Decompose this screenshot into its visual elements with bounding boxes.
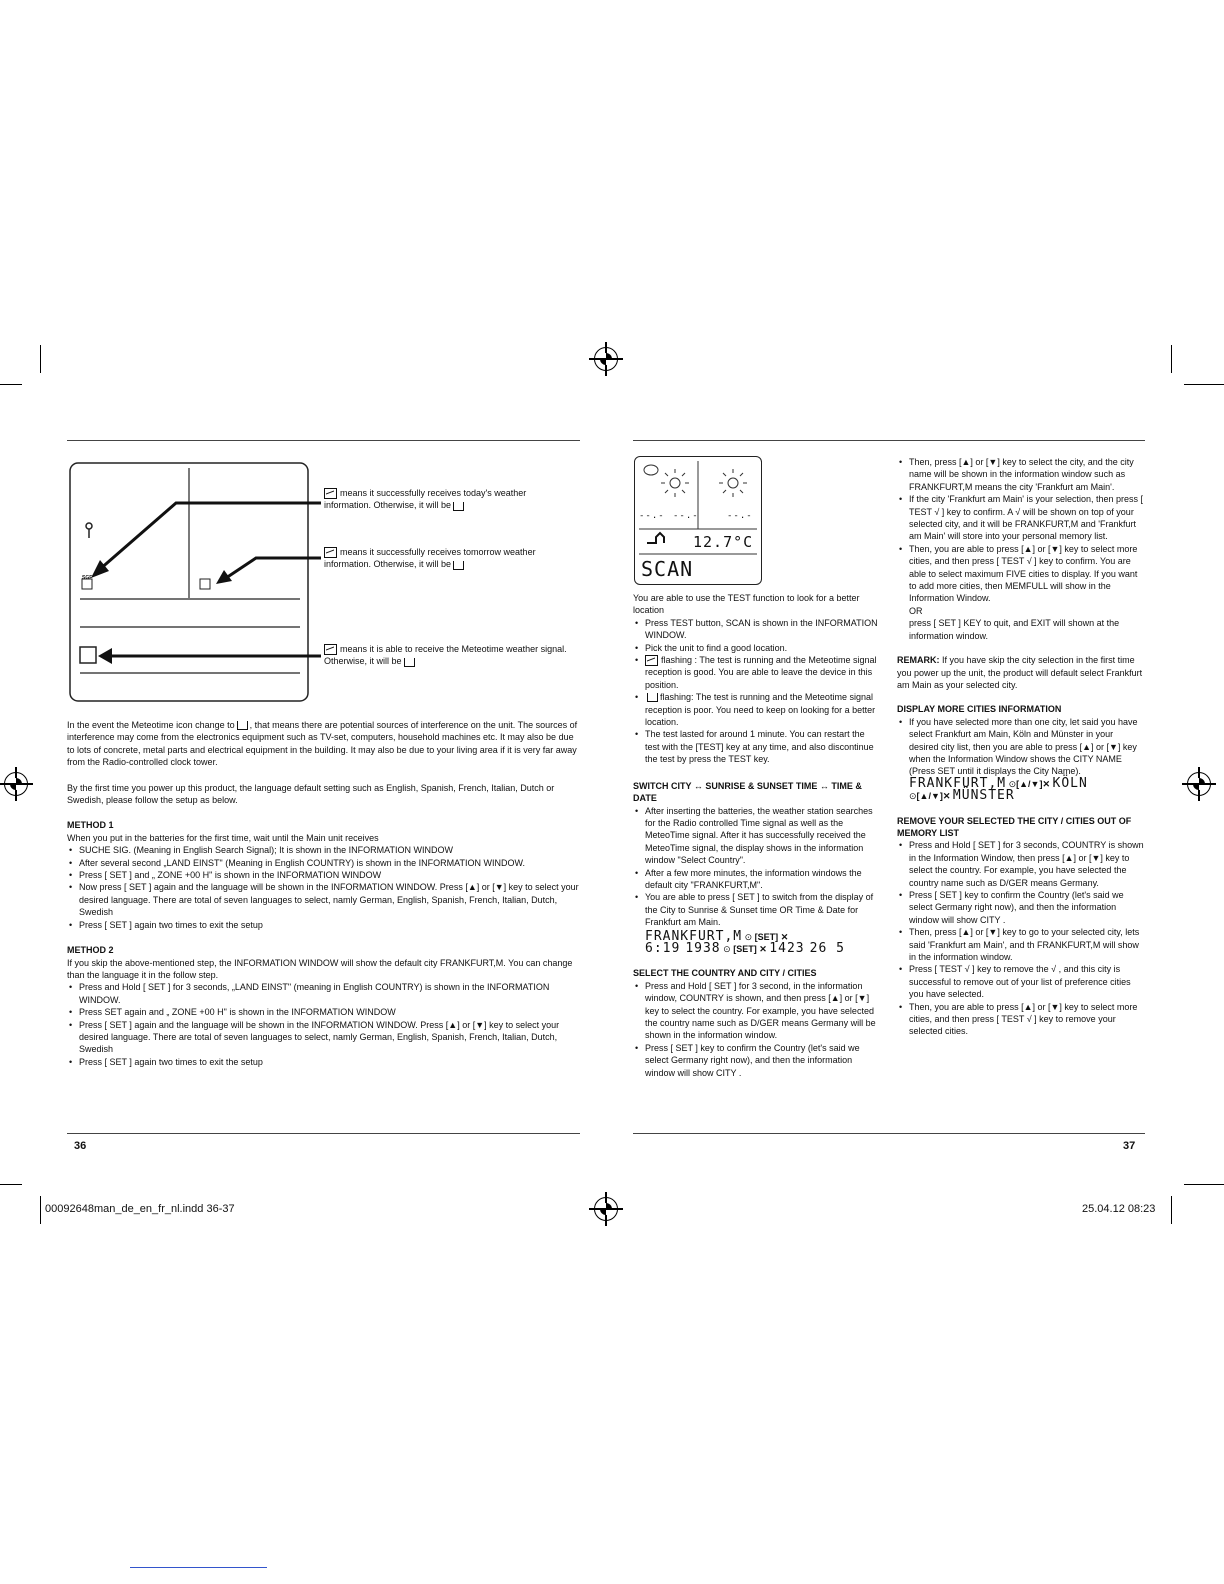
lcd-dash-3: --.-	[727, 511, 753, 521]
switch-list	[633, 805, 880, 929]
method1-title: METHOD 1	[67, 820, 114, 831]
clock-icon: ⊙	[744, 931, 753, 942]
crop-mark	[1171, 1196, 1172, 1224]
registration-mark-left	[4, 772, 28, 796]
empty-icon	[453, 561, 464, 570]
list-item: • After a few more minutes, the information windows the default city "FRANKFURT,M".	[633, 867, 880, 892]
lcd-sunset: 1938	[685, 940, 721, 956]
clock-icon: ⊙	[1008, 778, 1017, 789]
lcd-dash-1: --.-	[639, 511, 665, 521]
method2-title: METHOD 2	[67, 945, 114, 956]
lcd-city-frankfurt: FRANKFURT,M	[909, 775, 1007, 791]
or-text: OR	[909, 605, 923, 616]
list-item: • Press [ SET ] key to confirm the Country (let's said we select Germany right now), and then the information window will show CITY .	[633, 1042, 880, 1079]
lcd-date: 26 5	[809, 940, 845, 956]
lcd-city: FRANKFURT,M	[645, 928, 743, 944]
display-title: DISPLAY MORE CITIES INFORMATION	[897, 704, 1062, 715]
display-lcd-row-2	[897, 790, 1145, 802]
diagram-note-today: means it successfully receives today's weather information. Otherwise, it will be	[324, 488, 527, 511]
method2-list	[67, 981, 579, 1068]
list-item: • Then, you are able to press [▲] or [▼] key to select more cities, and then press [ TEST √ ] key to confirm. You are able to select maximum FIVE cities to display. If you want to add more cities, then MEMFULL will show in the Information Window.	[897, 543, 1145, 605]
list-item: • Press [ SET ] again two times to exit the setup	[67, 1056, 579, 1068]
empty-icon	[453, 502, 464, 511]
display-list	[897, 716, 1145, 778]
set-key-label: [SET]	[733, 943, 757, 954]
method1-intro: When you put in the batteries for the first time, wait until the Main unit receives	[67, 832, 379, 843]
city-list	[897, 456, 1145, 605]
sgf-label: SGF	[82, 575, 93, 581]
list-item: • Press [ SET ] again and the language will be shown in the INFORMATION WINDOW. Press [▲] or [▼] key to select your desired language. There are total of seven languages to select, namly German, English, Spanish, French, Italian, Dutch, Swedish	[67, 1019, 579, 1056]
list-item: • Then, press [▲] or [▼] key to select the city, and the city name will be shown in the information window such as FRANKFURT,M means the city 'Frankfurt am Main'.	[897, 456, 1145, 493]
list-item: • Press SET again and „ ZONE +00 H" is shown in the INFORMATION WINDOW	[67, 1006, 579, 1018]
list-item: • After inserting the batteries, the weather station searches for the Radio controlled Time signal as well as the MeteoTime signal. After it has successfully received the MeteoTime signal, the display shows in the information window "Select Country".	[633, 805, 880, 867]
empty-icon	[404, 658, 415, 667]
top-rule-right	[633, 440, 1145, 441]
list-item: • Press [ TEST √ ] key to remove the √ , and this city is successful to remove out of your list of preference cities you have selected.	[897, 963, 1145, 1000]
list-item: • Press and Hold [ SET ] for 3 seconds, „LAND EINST" (meaning in English COUNTRY) is shown in the INFORMATION WINDOW.	[67, 981, 579, 1006]
intro-paragraph-1: In the event the Meteotime icon change to , that means there are potential sources of interference on the unit. The sources of interference may come from the electronics equipment such as TV-set, computers, household machines etc. It may also be due to lots of concrete, metal parts and electrical equipment in the building. It may also be due to your living area if it is very far away from the Radio-controlled clock tower.	[67, 720, 578, 768]
footer-filename: 00092648man_de_en_fr_nl.indd 36-37	[45, 1203, 235, 1215]
list-item: • Press and Hold [ SET ] for 3 second, in the information window, COUNTRY is shown, and then press [▲] or [▼] key to select the country. For example, you have selected the country name such as D/GER means Germany will be shown in the information window.	[633, 980, 880, 1042]
list-item: • flashing : The test is running and the Meteotime signal reception is good. You are able to leave the device in this position.	[633, 654, 880, 691]
right-col-2	[897, 456, 1145, 1038]
list-item: • If the city 'Frankfurt am Main' is your selection, then press [ TEST √ ] key to confirm. A √ will be shown on top of your selected city, and it will be FRANKFURT,M and 'Frankfurt am Main' will store into your personal memory list.	[897, 493, 1145, 543]
list-item: • Pick the unit to find a good location.	[633, 642, 880, 654]
empty-icon	[647, 693, 658, 702]
crop-mark	[0, 1184, 22, 1185]
empty-icon	[237, 721, 248, 730]
list-item: • You are able to press [ SET ] to switch from the display of the City to Sunrise & Sunset time OR Time & Date for Frankfurt am Main.	[633, 891, 880, 928]
list-item: • Press TEST button, SCAN is shown in the INFORMATION WINDOW.	[633, 617, 880, 642]
list-item: • The test lasted for around 1 minute. You can restart the test with the [TEST] key at any time, and also discontinue the test by press the TEST key.	[633, 728, 880, 765]
updown-keys: [▲/▼]	[916, 791, 943, 802]
crop-mark	[1184, 1184, 1224, 1185]
set-key-label: [SET]	[754, 931, 779, 942]
meteotime-icon	[645, 655, 658, 666]
lcd-dash-2: --.-	[673, 511, 699, 521]
lcd-scan: SCAN	[641, 557, 694, 581]
exit-text: press [ SET ] KEY to quit, and EXIT will shown at the information window.	[909, 618, 1120, 641]
list-item: • Then, you are able to press [▲] or [▼] key to select more cities, and then press [ TEST √ ] key to remove your selected cities.	[897, 1001, 1145, 1038]
meteotime-icon	[324, 488, 337, 499]
lcd-temperature: 12.7°C	[693, 533, 754, 551]
list-item: • If you have selected more than one city, let said you have select Frankfurt am Main, Köln and Münster in your desired city list, then you are able to press [▲] or [▼] key when the Information Window shows the CITY NAME (Press SET until it displays the City Name).	[897, 716, 1145, 778]
crop-mark	[1184, 384, 1224, 385]
clock-icon: ⊙	[723, 943, 731, 954]
select-title: SELECT THE COUNTRY AND CITY / CITIES	[633, 968, 817, 979]
updown-keys: [▲/▼]	[1016, 778, 1043, 789]
intro-paragraph-2: By the first time you power up this product, the language default setting such as English, Spanish, French, Italian, Dutch or Swedish, please follow the setup as below.	[67, 782, 555, 806]
list-item: • flashing: The test is running and the Meteotime signal reception is poor. You need to keep on looking for a better location.	[633, 691, 880, 728]
cross-icon: ✕	[759, 943, 767, 954]
cross-icon: ✕	[942, 791, 951, 802]
cross-icon: ✕	[780, 931, 789, 942]
list-item: • Press [ SET ] and „ ZONE +00 H" is shown in the INFORMATION WINDOW	[67, 869, 579, 881]
crop-mark	[40, 345, 41, 373]
registration-mark-top	[594, 347, 618, 371]
registration-mark-bottom	[594, 1197, 618, 1221]
diagram-note-signal: means it is able to receive the Meteotime weather signal. Otherwise, it will be	[324, 644, 567, 667]
page-number-left: 36	[74, 1140, 87, 1152]
crop-mark	[0, 384, 22, 385]
remove-title: REMOVE YOUR SELECTED THE CITY / CITIES OUT OF MEMORY LIST	[897, 815, 1132, 838]
list-item: • Press and Hold [ SET ] for 3 seconds, COUNTRY is shown in the Information Window, then press [▲] or [▼] key to select the country. For example, you have selected the country name such as D/GER means Germany.	[897, 839, 1145, 889]
crop-mark	[40, 1196, 41, 1224]
list-item: • After several second „LAND EINST" (Meaning in English COUNTRY) is shown in the INFORMATION WINDOW.	[67, 857, 579, 869]
right-col-1	[633, 592, 880, 1079]
switch-lcd-row-2	[633, 940, 880, 956]
select-list	[633, 980, 880, 1079]
top-rule-left	[67, 440, 580, 441]
remove-list	[897, 839, 1145, 1038]
left-body	[67, 719, 579, 1068]
remark: REMARK: If you have skip the city selection in the first time you power up the unit, the product will default select Frankfurt am Main as your selected city.	[897, 655, 1143, 690]
clock-icon: ⊙	[909, 791, 917, 802]
list-item: • SUCHE SIG. (Meaning in English Search Signal); It is shown in the INFORMATION WINDOW	[67, 844, 579, 856]
bottom-rule-right	[633, 1133, 1145, 1134]
lcd-sunrise: 6:19	[645, 940, 681, 956]
page-number-right: 37	[1123, 1140, 1136, 1152]
list-item: • Press [ SET ] key to confirm the Country (let's said we select Germany right now), and then the information window will show CITY .	[897, 889, 1145, 926]
meteotime-icon	[324, 547, 337, 558]
bottom-rule-left	[67, 1133, 580, 1134]
lcd-city-koeln: KÖLN	[1052, 775, 1088, 791]
display-lcd-row-1	[897, 775, 1145, 791]
method2-intro: If you skip the above-mentioned step, the INFORMATION WINDOW will show the default city FRANKFURT,M. You can change than the language it in the follow step.	[67, 957, 573, 980]
meteotime-icon	[324, 644, 337, 655]
test-intro: You are able to use the TEST function to look for a better location	[633, 593, 860, 616]
registration-mark-right	[1187, 772, 1211, 796]
lcd-time: 1423	[769, 940, 805, 956]
list-item: • Then, press [▲] or [▼] key to go to your selected city, lets said 'Frankfurt am Main', and th FRANKFURT,M will show in the information window.	[897, 926, 1145, 963]
crop-mark	[1171, 345, 1172, 373]
cross-icon: ✕	[1042, 778, 1051, 789]
footer-date: 25.04.12 08:23	[1082, 1203, 1156, 1215]
lcd-city-muenster: MÜNSTER	[952, 788, 1015, 804]
list-item: • Press [ SET ] again two times to exit the setup	[67, 919, 579, 931]
link-underline	[130, 1567, 267, 1568]
method1-list	[67, 844, 579, 931]
diagram-note-tomorrow: means it successfully receives tomorrow weather information. Otherwise, it will be	[324, 547, 536, 570]
test-list	[633, 617, 880, 766]
lcd-display	[634, 456, 762, 585]
switch-title: SWITCH CITY ↔ SUNRISE & SUNSET TIME ↔ TIME & DATE	[633, 780, 862, 804]
list-item: • Now press [ SET ] again and the language will be shown in the INFORMATION WINDOW. Press [▲] or [▼] key to select your desired language. There are total of seven languages to select, namly German, English, Spanish, French, Italian, Dutch, Swedish	[67, 881, 579, 918]
